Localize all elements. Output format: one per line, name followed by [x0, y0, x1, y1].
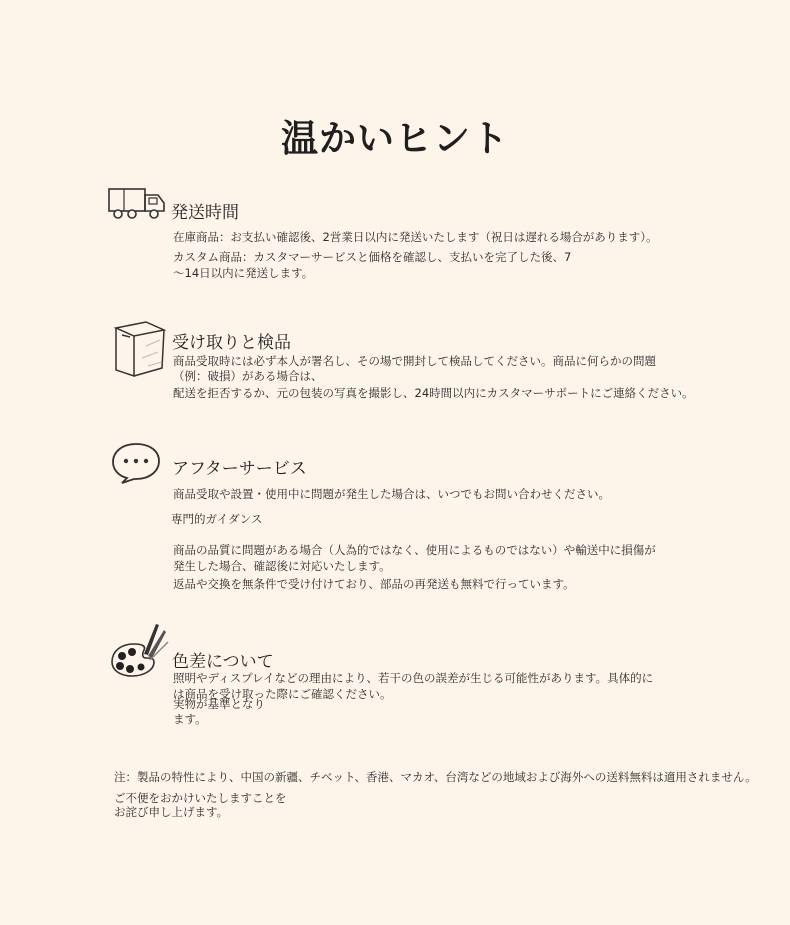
section-heading-shipping: 発送時間 [171, 203, 239, 223]
color-difference-line-1: 照明やディスプレイなどの理由により、若干の色の誤差が生じる可能性があります。具体的に [173, 671, 654, 685]
color-difference-line-2: は商品を受け取った際にご確認ください。 [173, 687, 392, 701]
truck-icon [106, 186, 168, 222]
chat-bubble-icon [110, 441, 162, 485]
palette-icon [110, 620, 170, 682]
shipping-line-1: 在庫商品：お支払い確認後、2営業日以内に発送いたします（祝日は遅れる場合があります）。 [173, 230, 658, 244]
shipping-line-3: 〜14日以内に発送します。 [173, 266, 314, 280]
receiving-line-3: 配送を拒否するか、元の包装の写真を撮影し、24時間以内にカスタマーサポートにご連絡ください。 [173, 386, 694, 400]
after-service-line-2: 専門的ガイダンス [171, 512, 263, 526]
note-line-1: 注：製品の特性により、中国の新疆、チベット、香港、マカオ、台湾などの地域および海外への送料無料は適用されません。 [114, 770, 757, 784]
after-service-line-4: 発生した場合、確認後に対応いたします。 [173, 559, 391, 573]
box-icon [112, 316, 170, 378]
section-heading-after-service: アフターサービス [172, 459, 307, 479]
page-title: 温かいヒント [281, 117, 509, 160]
section-heading-receiving: 受け取りと検品 [172, 333, 291, 353]
shipping-line-2: カスタム商品：カスタマーサービスと価格を確認し、支払いを完了した後、7 [173, 250, 572, 264]
section-heading-color-difference: 色差について [172, 652, 274, 672]
after-service-line-5: 返品や交換を無条件で受け付けており、部品の再発送も無料で行っています。 [173, 577, 575, 591]
color-difference-line-3: 実物が基準となり [173, 697, 265, 711]
receiving-line-2: （例：破損）がある場合は、 [173, 369, 323, 383]
color-difference-line-4: ます。 [173, 712, 207, 726]
after-service-line-3: 商品の品質に問題がある場合（人為的ではなく、使用によるものではない）や輸送中に損傷が [173, 543, 656, 557]
after-service-line-1: 商品受取や設置・使用中に問題が発生した場合は、いつでもお問い合わせください。 [173, 487, 610, 501]
note-line-2: ご不便をおかけいたしますことを [114, 791, 287, 805]
note-line-3: お詫び申し上げます。 [114, 805, 229, 819]
receiving-line-1: 商品受取時には必ず本人が署名し、その場で開封して検品してください。商品に何らかの問題 [173, 354, 656, 368]
